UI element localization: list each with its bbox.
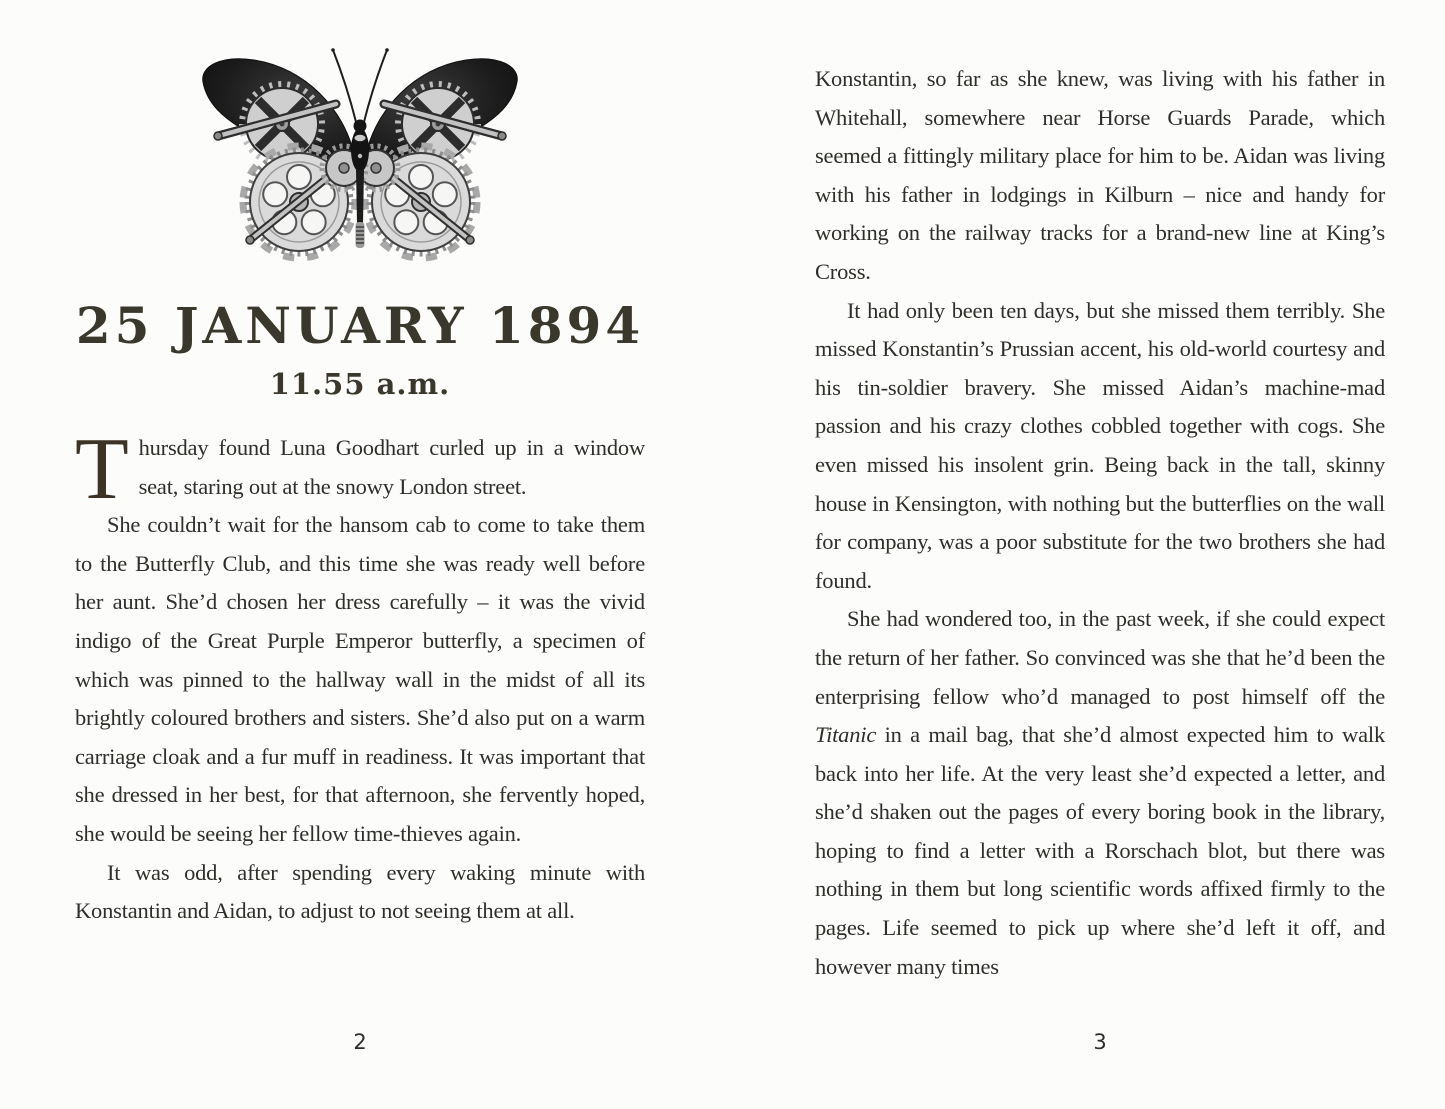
right-page-body <box>815 60 1385 986</box>
right-page <box>815 60 1385 986</box>
chapter-time-subheading: 11.55 a.m. <box>269 367 451 401</box>
clockwork-butterfly-illustration <box>170 24 550 276</box>
paragraph-text: hursday found Luna Goodhart curled up in a window seat, staring out at the snowy London street. <box>138 435 645 499</box>
paragraph: She couldn’t wait for the hansom cab to come to take them to the Butterfly Club, and this time she was ready well before her aunt. She’d chosen her dress carefully – it was the vivid indigo of the Great Purple Emperor butterfly, a specimen of which was pinned to the hallway wall in the midst of all its brightly coloured brothers and sisters. She’d also put on a warm carriage cloak and a fur muff in readiness. It was important that she dressed in her best, for that afternoon, she fervently hoped, she would be seeing her fellow time-thieves again. <box>75 512 645 846</box>
paragraph-text: She had wondered too, in the past week, if she could expect the return of her father. So convinced was she that he’d been the enterprising fellow who’d managed to post himself off the <box>815 606 1385 709</box>
butterfly-right-wings <box>354 59 517 258</box>
left-page-body <box>75 421 645 931</box>
page-number-right: 3 <box>1093 1030 1107 1054</box>
butterfly-left-wings <box>203 59 366 258</box>
paragraph <box>815 600 1385 986</box>
left-page <box>75 0 645 931</box>
chapter-date-heading: 25 JANUARY 1894 <box>75 296 645 355</box>
paragraph <box>75 421 645 518</box>
page-number-left: 2 <box>353 1030 367 1054</box>
paragraph: It was odd, after spending every waking minute with Konstantin and Aidan, to adjust to not seeing them at all. <box>75 859 645 924</box>
paragraph-text: in a mail bag, that she’d almost expected him to walk back into her life. At the very least she’d expected a letter, and she’d shaken out the pages of every boring book in the library, hoping to find a letter with a Rorschach blot, but there was nothing in them but long scientific words affixed firmly to the pages. Life seemed to pick up where she’d left it off, and however many times <box>815 722 1385 979</box>
paragraph: It had only been ten days, but she missed them terribly. She missed Konstantin’s Prussian accent, his old-world courtesy and his tin-soldier bravery. She missed Aidan’s machine-mad passion and his crazy clothes cobbled together with cogs. She even missed his insolent grin. Being back in the tall, skinny house in Kensington, with nothing but the butterflies on the wall for company, was a poor substitute for the two brothers she had found. <box>815 297 1385 593</box>
clockwork-butterfly-icon <box>170 24 550 276</box>
drop-cap: T <box>75 421 129 518</box>
paragraph: Konstantin, so far as she knew, was living with his father in Whitehall, somewhere near Horse Guards Parade, which seemed a fittingly military place for him to be. Aidan was living with his father in lodgings in Kilburn – nice and handy for working on the railway tracks for a brand-new line at King’s Cross. <box>815 66 1385 284</box>
book-title-titanic: Titanic <box>815 722 877 748</box>
